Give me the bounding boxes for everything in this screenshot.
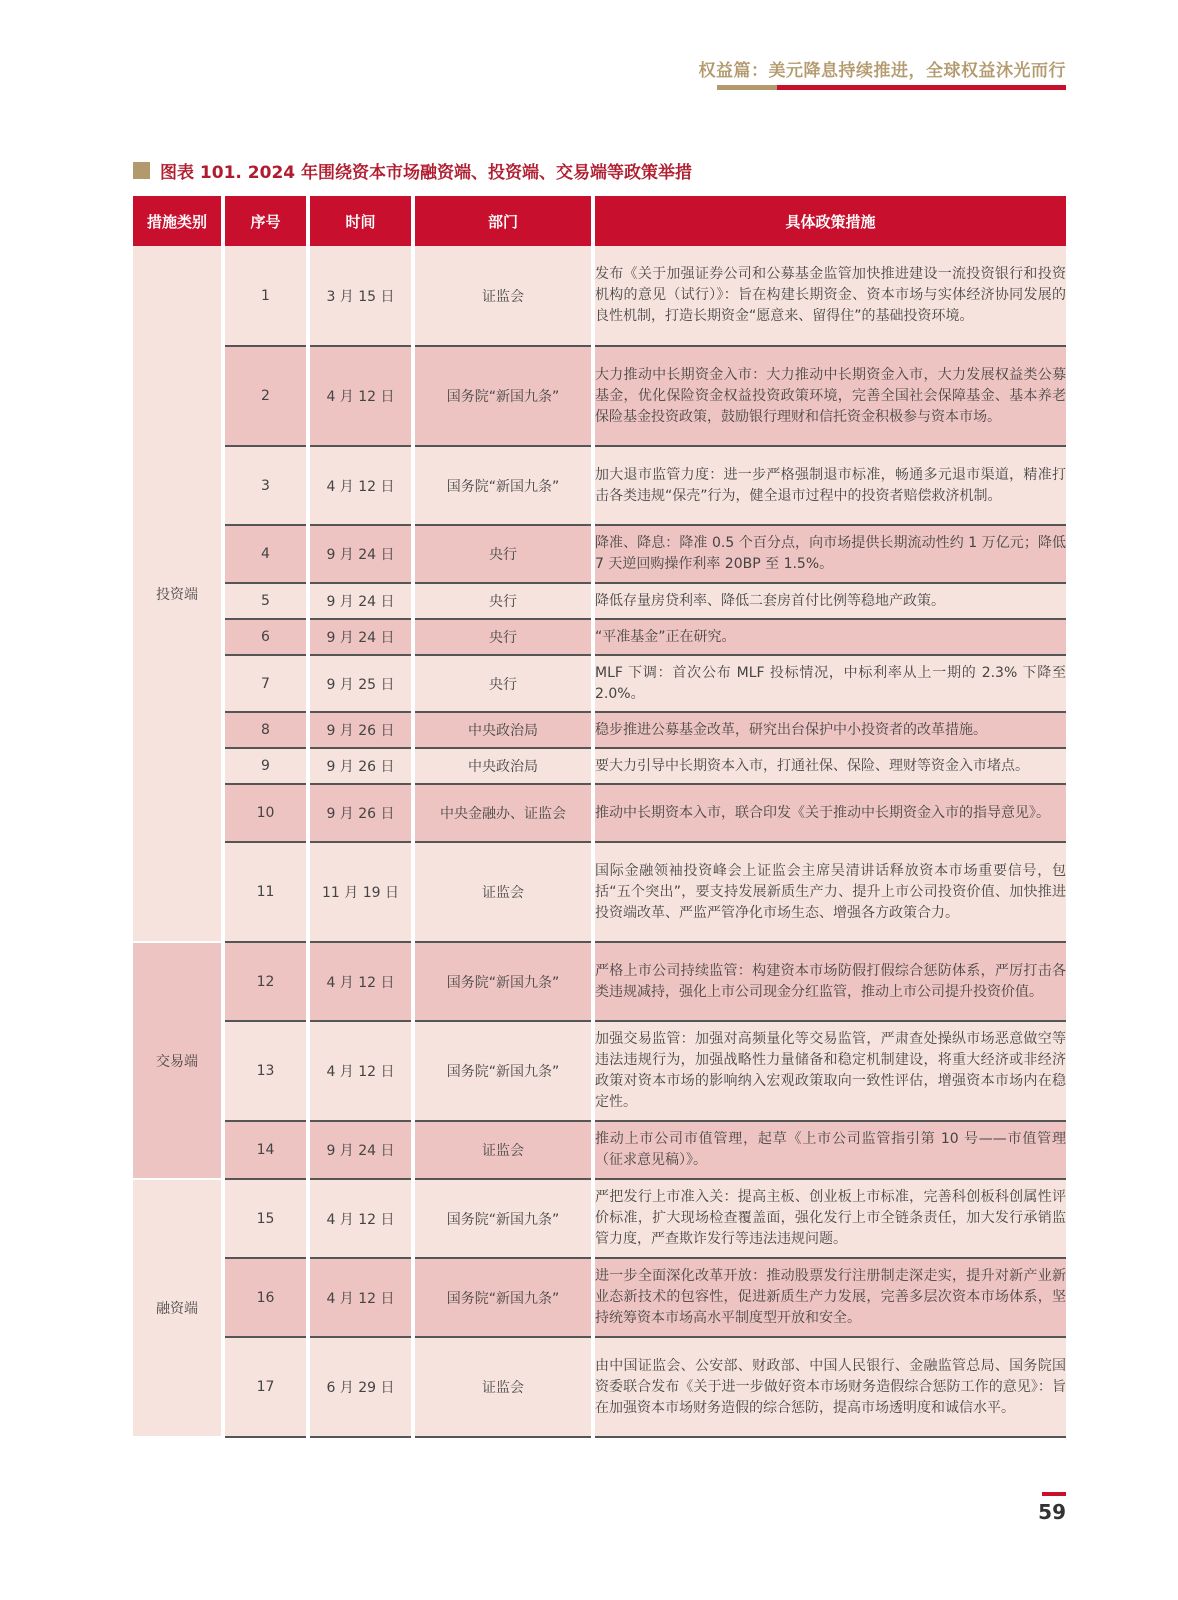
row-number: 15 (223, 1179, 308, 1258)
row-date: 4 月 12 日 (308, 346, 413, 446)
row-department: 央行 (413, 619, 593, 655)
row-date: 4 月 12 日 (308, 1258, 413, 1337)
row-number: 8 (223, 712, 308, 748)
row-date: 4 月 12 日 (308, 1021, 413, 1121)
table-row (133, 712, 1066, 748)
header-rule (717, 85, 1066, 90)
row-date: 11 月 19 日 (308, 842, 413, 942)
table-row (133, 748, 1066, 784)
category-trading: 交易端 (133, 942, 223, 1179)
row-measure: “平准基金”正在研究。 (593, 619, 1066, 655)
row-number: 10 (223, 784, 308, 842)
table-row (133, 346, 1066, 446)
caption-square-icon (133, 162, 150, 179)
row-department: 中央金融办、证监会 (413, 784, 593, 842)
row-measure: 降准、降息：降准 0.5 个百分点，向市场提供长期流动性约 1 万亿元；降低 7 天逆回购操作利率 20BP 至 1.5%。 (593, 525, 1066, 583)
row-number: 7 (223, 655, 308, 712)
row-date: 9 月 24 日 (308, 583, 413, 619)
row-number: 11 (223, 842, 308, 942)
row-department: 国务院“新国九条” (413, 942, 593, 1021)
header-category: 措施类别 (133, 196, 223, 246)
policy-table (133, 196, 1066, 1438)
table-row (133, 1179, 1066, 1258)
table-row (133, 1337, 1066, 1437)
row-department: 证监会 (413, 1337, 593, 1437)
table-row (133, 655, 1066, 712)
table-header-row (133, 196, 1066, 246)
table-row (133, 1258, 1066, 1337)
row-measure: 要大力引导中长期资本入市，打通社保、保险、理财等资金入市堵点。 (593, 748, 1066, 784)
row-number: 5 (223, 583, 308, 619)
row-department: 证监会 (413, 842, 593, 942)
row-number: 17 (223, 1337, 308, 1437)
category-investment: 投资端 (133, 246, 223, 942)
row-measure: 推动中长期资本入市，联合印发《关于推动中长期资金入市的指导意见》。 (593, 784, 1066, 842)
header-rule-red (777, 85, 1066, 90)
row-number: 2 (223, 346, 308, 446)
row-measure: 由中国证监会、公安部、财政部、中国人民银行、金融监管总局、国务院国资委联合发布《关于进一步做好资本市场财务造假综合惩防工作的意见》：旨在加强资本市场财务造假的综合惩防，提高市场透明度和诚信水平。 (593, 1337, 1066, 1437)
table-row (133, 942, 1066, 1021)
page-number: 59 (1038, 1500, 1066, 1524)
row-number: 16 (223, 1258, 308, 1337)
row-date: 9 月 24 日 (308, 525, 413, 583)
header-measure: 具体政策措施 (593, 196, 1066, 246)
row-measure: 国际金融领袖投资峰会上证监会主席吴清讲话释放资本市场重要信号，包括“五个突出”，要支持发展新质生产力、提升上市公司投资价值、加快推进投资端改革、严监严管净化市场生态、增强各方政策合力。 (593, 842, 1066, 942)
row-number: 13 (223, 1021, 308, 1121)
row-number: 14 (223, 1121, 308, 1179)
row-measure: 严把发行上市准入关：提高主板、创业板上市标准，完善科创板科创属性评价标准，扩大现场检查覆盖面，强化发行上市全链条责任，加大发行承销监管力度，严查欺诈发行等违法违规问题。 (593, 1179, 1066, 1258)
row-date: 9 月 25 日 (308, 655, 413, 712)
row-date: 9 月 26 日 (308, 748, 413, 784)
row-department: 央行 (413, 583, 593, 619)
row-department: 中央政治局 (413, 712, 593, 748)
row-date: 9 月 26 日 (308, 712, 413, 748)
row-date: 4 月 12 日 (308, 446, 413, 525)
row-measure: MLF 下调：首次公布 MLF 投标情况，中标利率从上一期的 2.3% 下降至 2.0%。 (593, 655, 1066, 712)
table-row (133, 842, 1066, 942)
row-number: 12 (223, 942, 308, 1021)
row-measure: 发布《关于加强证券公司和公募基金监管加快推进建设一流投资银行和投资机构的意见（试行）》：旨在构建长期资金、资本市场与实体经济协同发展的良性机制，打造长期资金“愿意来、留得住”的基础投资环境。 (593, 246, 1066, 346)
row-date: 9 月 24 日 (308, 619, 413, 655)
row-measure: 加强交易监管：加强对高频量化等交易监管，严肃查处操纵市场恶意做空等违法违规行为，加强战略性力量储备和稳定机制建设，将重大经济或非经济政策对资本市场的影响纳入宏观政策取向一致性评估，增强资本市场内在稳定性。 (593, 1021, 1066, 1121)
row-date: 6 月 29 日 (308, 1337, 413, 1437)
row-date: 9 月 26 日 (308, 784, 413, 842)
row-department: 证监会 (413, 246, 593, 346)
row-department: 国务院“新国九条” (413, 446, 593, 525)
row-department: 央行 (413, 655, 593, 712)
row-measure: 进一步全面深化改革开放：推动股票发行注册制走深走实，提升对新产业新业态新技术的包容性，促进新质生产力发展，完善多层次资本市场体系，坚持统筹资本市场高水平制度型开放和安全。 (593, 1258, 1066, 1337)
row-measure: 稳步推进公募基金改革，研究出台保护中小投资者的改革措施。 (593, 712, 1066, 748)
row-department: 国务院“新国九条” (413, 346, 593, 446)
header-department: 部门 (413, 196, 593, 246)
table-row (133, 1021, 1066, 1121)
row-measure: 严格上市公司持续监管：构建资本市场防假打假综合惩防体系，严厉打击各类违规减持，强化上市公司现金分红监管，推动上市公司提升投资价值。 (593, 942, 1066, 1021)
row-number: 4 (223, 525, 308, 583)
table-row (133, 446, 1066, 525)
table-row (133, 525, 1066, 583)
running-header-title: 权益篇：美元降息持续推进，全球权益沐光而行 (698, 61, 1066, 81)
header-number: 序号 (223, 196, 308, 246)
header-date: 时间 (308, 196, 413, 246)
row-department: 证监会 (413, 1121, 593, 1179)
row-date: 4 月 12 日 (308, 1179, 413, 1258)
row-number: 6 (223, 619, 308, 655)
table-row (133, 784, 1066, 842)
row-number: 3 (223, 446, 308, 525)
figure-caption (133, 158, 692, 183)
row-date: 9 月 24 日 (308, 1121, 413, 1179)
row-number: 1 (223, 246, 308, 346)
row-department: 中央政治局 (413, 748, 593, 784)
row-date: 4 月 12 日 (308, 942, 413, 1021)
category-financing: 融资端 (133, 1179, 223, 1437)
row-measure: 大力推动中长期资金入市：大力推动中长期资金入市，大力发展权益类公募基金，优化保险资金权益投资政策环境，完善全国社会保障基金、基本养老保险基金投资政策，鼓励银行理财和信托资金积极参与资本市场。 (593, 346, 1066, 446)
row-department: 国务院“新国九条” (413, 1021, 593, 1121)
table-row (133, 583, 1066, 619)
caption-text: 图表 101. 2024 年围绕资本市场融资端、投资端、交易端等政策举措 (160, 163, 693, 183)
page-number-rule (1042, 1492, 1066, 1496)
table-row (133, 619, 1066, 655)
row-number: 9 (223, 748, 308, 784)
row-department: 央行 (413, 525, 593, 583)
table-row (133, 246, 1066, 346)
row-measure: 推动上市公司市值管理，起草《上市公司监管指引第 10 号——市值管理（征求意见稿）》。 (593, 1121, 1066, 1179)
header-rule-gold (717, 85, 777, 90)
row-measure: 加大退市监管力度：进一步严格强制退市标准，畅通多元退市渠道，精准打击各类违规“保壳”行为，健全退市过程中的投资者赔偿救济机制。 (593, 446, 1066, 525)
row-date: 3 月 15 日 (308, 246, 413, 346)
table-row (133, 1121, 1066, 1179)
row-department: 国务院“新国九条” (413, 1258, 593, 1337)
row-department: 国务院“新国九条” (413, 1179, 593, 1258)
row-measure: 降低存量房贷利率、降低二套房首付比例等稳地产政策。 (593, 583, 1066, 619)
